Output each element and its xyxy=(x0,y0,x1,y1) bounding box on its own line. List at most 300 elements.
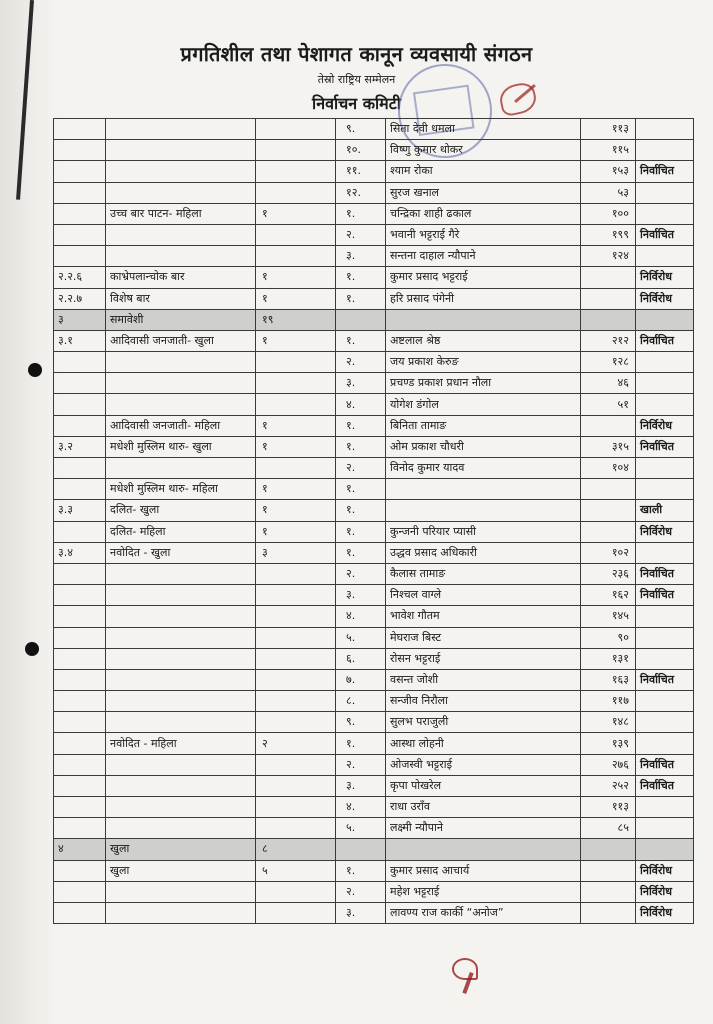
table-row xyxy=(54,309,694,330)
vote-count-cell xyxy=(581,267,636,288)
result-status-cell: निर्वाचित xyxy=(636,669,694,690)
table-row xyxy=(54,797,694,818)
category-cell xyxy=(106,585,256,606)
category-cell xyxy=(106,119,256,140)
result-status-cell xyxy=(636,140,694,161)
category-cell: आदिवासी जनजाती- खुला xyxy=(106,330,256,351)
section-number-cell xyxy=(54,754,106,775)
category-cell: मधेशी मुस्लिम थारु- खुला xyxy=(106,436,256,457)
candidate-name-cell xyxy=(386,839,581,860)
section-number-cell: ३.२ xyxy=(54,436,106,457)
candidate-serial-cell: ३. xyxy=(336,902,386,923)
result-status-cell xyxy=(636,309,694,330)
category-cell: मधेशी मुस्लिम थारु- महिला xyxy=(106,479,256,500)
table-row xyxy=(54,860,694,881)
table-row xyxy=(54,733,694,754)
candidate-name-cell: निश्चल वाग्ले xyxy=(386,585,581,606)
punch-hole-bottom xyxy=(25,642,39,656)
table-row xyxy=(54,246,694,267)
candidate-serial-cell: ५. xyxy=(336,818,386,839)
section-number-cell: २.२.६ xyxy=(54,267,106,288)
seat-count-cell xyxy=(256,606,336,627)
section-number-cell xyxy=(54,775,106,796)
candidate-serial-cell: २. xyxy=(336,754,386,775)
seat-count-cell: ५ xyxy=(256,860,336,881)
candidate-serial-cell: ९. xyxy=(336,712,386,733)
table-row xyxy=(54,669,694,690)
scanned-page-edge xyxy=(0,0,60,1024)
category-cell xyxy=(106,182,256,203)
vote-count-cell: १२८ xyxy=(581,352,636,373)
punch-hole-top xyxy=(28,363,42,377)
vote-count-cell: १२४ xyxy=(581,246,636,267)
candidate-name-cell: जय प्रकाश केरुङ xyxy=(386,352,581,373)
result-status-cell: निर्वाचित xyxy=(636,161,694,182)
seat-count-cell xyxy=(256,458,336,479)
candidate-name-cell: कुमार प्रसाद आचार्य xyxy=(386,860,581,881)
candidate-name-cell: कैलास तामाङ xyxy=(386,563,581,584)
seat-count-cell xyxy=(256,161,336,182)
seat-count-cell xyxy=(256,373,336,394)
candidate-name-cell: सुरज खनाल xyxy=(386,182,581,203)
candidate-name-cell: विष्णु कुमार थोकर xyxy=(386,140,581,161)
category-cell xyxy=(106,161,256,182)
result-status-cell xyxy=(636,733,694,754)
candidate-serial-cell: २. xyxy=(336,352,386,373)
table-row xyxy=(54,330,694,351)
seat-count-cell xyxy=(256,394,336,415)
category-cell: समावेशी xyxy=(106,309,256,330)
section-number-cell xyxy=(54,415,106,436)
vote-count-cell xyxy=(581,839,636,860)
candidate-name-cell xyxy=(386,309,581,330)
section-number-cell xyxy=(54,182,106,203)
candidate-serial-cell: ७. xyxy=(336,669,386,690)
section-number-cell xyxy=(54,140,106,161)
vote-count-cell: ९० xyxy=(581,627,636,648)
candidate-name-cell: श्याम रोका xyxy=(386,161,581,182)
candidate-serial-cell: १. xyxy=(336,267,386,288)
candidate-name-cell: महेश भट्टराई xyxy=(386,881,581,902)
vote-count-cell xyxy=(581,479,636,500)
section-number-cell xyxy=(54,246,106,267)
section-number-cell xyxy=(54,458,106,479)
vote-count-cell: २३६ xyxy=(581,563,636,584)
candidate-name-cell: चन्द्रिका शाही ढकाल xyxy=(386,203,581,224)
table-row xyxy=(54,881,694,902)
seat-count-cell xyxy=(256,754,336,775)
candidate-serial-cell: १. xyxy=(336,479,386,500)
candidate-name-cell: लावण्य राज कार्की “अनोज” xyxy=(386,902,581,923)
table-row xyxy=(54,267,694,288)
result-status-cell xyxy=(636,373,694,394)
section-number-cell: ४ xyxy=(54,839,106,860)
candidate-name-cell: मेघराज बिस्ट xyxy=(386,627,581,648)
category-cell xyxy=(106,224,256,245)
table-row xyxy=(54,521,694,542)
candidate-serial-cell: ९. xyxy=(336,119,386,140)
candidate-name-cell: बिनिता तामाङ xyxy=(386,415,581,436)
result-status-cell xyxy=(636,203,694,224)
category-cell: नवोदित - खुला xyxy=(106,542,256,563)
seat-count-cell xyxy=(256,246,336,267)
table-row xyxy=(54,902,694,923)
category-cell: उच्च बार पाटन- महिला xyxy=(106,203,256,224)
table-row xyxy=(54,415,694,436)
section-number-cell xyxy=(54,860,106,881)
result-status-cell: निर्वाचित xyxy=(636,754,694,775)
section-number-cell xyxy=(54,373,106,394)
table-row xyxy=(54,627,694,648)
category-cell xyxy=(106,712,256,733)
section-number-cell: ३ xyxy=(54,309,106,330)
section-number-cell xyxy=(54,691,106,712)
candidate-serial-cell: १. xyxy=(336,733,386,754)
candidate-serial-cell: ४. xyxy=(336,394,386,415)
seat-count-cell xyxy=(256,902,336,923)
vote-count-cell: २७६ xyxy=(581,754,636,775)
candidate-name-cell: सन्तना दाहाल न्यौपाने xyxy=(386,246,581,267)
category-cell: दलित- महिला xyxy=(106,521,256,542)
category-cell xyxy=(106,754,256,775)
category-cell xyxy=(106,818,256,839)
section-number-cell: २.२.७ xyxy=(54,288,106,309)
candidate-serial-cell: १०. xyxy=(336,140,386,161)
vote-count-cell: ५३ xyxy=(581,182,636,203)
candidate-serial-cell: ११. xyxy=(336,161,386,182)
section-number-cell: ३.१ xyxy=(54,330,106,351)
result-status-cell: निर्विरोध xyxy=(636,521,694,542)
candidate-serial-cell: १. xyxy=(336,542,386,563)
result-status-cell: निर्विरोध xyxy=(636,415,694,436)
seat-count-cell: १ xyxy=(256,436,336,457)
seat-count-cell xyxy=(256,182,336,203)
candidate-name-cell xyxy=(386,500,581,521)
category-cell: दलित- खुला xyxy=(106,500,256,521)
candidate-serial-cell: १. xyxy=(336,436,386,457)
category-cell xyxy=(106,797,256,818)
vote-count-cell: ११३ xyxy=(581,119,636,140)
section-number-cell xyxy=(54,394,106,415)
candidate-serial-cell: ६. xyxy=(336,648,386,669)
table-row xyxy=(54,563,694,584)
candidate-name-cell: कुमार प्रसाद भट्टराई xyxy=(386,267,581,288)
result-status-cell xyxy=(636,797,694,818)
category-cell xyxy=(106,902,256,923)
category-cell xyxy=(106,606,256,627)
candidate-serial-cell: ३. xyxy=(336,585,386,606)
result-status-cell: निर्वाचित xyxy=(636,563,694,584)
table-row xyxy=(54,161,694,182)
table-row xyxy=(54,458,694,479)
candidate-name-cell: भावेश गौतम xyxy=(386,606,581,627)
section-number-cell xyxy=(54,224,106,245)
section-number-cell xyxy=(54,585,106,606)
category-cell: विशेष बार xyxy=(106,288,256,309)
result-status-cell: निर्वाचित xyxy=(636,224,694,245)
table-row xyxy=(54,691,694,712)
category-cell xyxy=(106,563,256,584)
table-row xyxy=(54,436,694,457)
seat-count-cell: २ xyxy=(256,733,336,754)
candidate-name-cell: सिता देवी धमला xyxy=(386,119,581,140)
seat-count-cell: १ xyxy=(256,521,336,542)
table-row xyxy=(54,839,694,860)
seat-count-cell xyxy=(256,775,336,796)
category-cell xyxy=(106,140,256,161)
vote-count-cell: १४८ xyxy=(581,712,636,733)
result-status-cell: निर्वाचित xyxy=(636,330,694,351)
section-number-cell xyxy=(54,712,106,733)
table-row xyxy=(54,542,694,563)
organization-title: प्रगतिशील तथा पेशागत कानून व्यवसायी संगठन xyxy=(180,42,533,66)
section-number-cell xyxy=(54,352,106,373)
table-row xyxy=(54,585,694,606)
result-status-cell xyxy=(636,627,694,648)
category-cell: काभ्रेपलान्चोक बार xyxy=(106,267,256,288)
candidate-name-cell: हरि प्रसाद पंगेनी xyxy=(386,288,581,309)
vote-count-cell: १६२ xyxy=(581,585,636,606)
candidate-name-cell: अष्टलाल श्रेष्ठ xyxy=(386,330,581,351)
vote-count-cell xyxy=(581,860,636,881)
vote-count-cell: १५३ xyxy=(581,161,636,182)
candidate-serial-cell: १. xyxy=(336,415,386,436)
seat-count-cell: १ xyxy=(256,330,336,351)
vote-count-cell xyxy=(581,500,636,521)
vote-count-cell: १३९ xyxy=(581,733,636,754)
seat-count-cell: १ xyxy=(256,267,336,288)
vote-count-cell: ३१५ xyxy=(581,436,636,457)
result-status-cell xyxy=(636,648,694,669)
result-status-cell xyxy=(636,691,694,712)
result-status-cell xyxy=(636,818,694,839)
table-row xyxy=(54,352,694,373)
category-cell xyxy=(106,373,256,394)
result-status-cell xyxy=(636,542,694,563)
seat-count-cell xyxy=(256,818,336,839)
table-row xyxy=(54,140,694,161)
section-number-cell xyxy=(54,479,106,500)
vote-count-cell xyxy=(581,881,636,902)
section-number-cell xyxy=(54,818,106,839)
candidate-serial-cell: १. xyxy=(336,203,386,224)
section-number-cell xyxy=(54,203,106,224)
vote-count-cell: १९९ xyxy=(581,224,636,245)
seat-count-cell: १ xyxy=(256,479,336,500)
table-row xyxy=(54,394,694,415)
vote-count-cell: १४५ xyxy=(581,606,636,627)
vote-count-cell: १०० xyxy=(581,203,636,224)
candidate-serial-cell: ४. xyxy=(336,606,386,627)
result-status-cell: खाली xyxy=(636,500,694,521)
candidate-serial-cell: १. xyxy=(336,288,386,309)
vote-count-cell xyxy=(581,521,636,542)
vote-count-cell: १३१ xyxy=(581,648,636,669)
candidate-serial-cell: १२. xyxy=(336,182,386,203)
seat-count-cell xyxy=(256,669,336,690)
vote-count-cell: ५१ xyxy=(581,394,636,415)
category-cell: खुला xyxy=(106,839,256,860)
seat-count-cell xyxy=(256,881,336,902)
result-status-cell xyxy=(636,182,694,203)
candidate-serial-cell: ५. xyxy=(336,627,386,648)
candidate-serial-cell xyxy=(336,309,386,330)
candidate-name-cell: ओम प्रकाश चौधरी xyxy=(386,436,581,457)
result-status-cell xyxy=(636,394,694,415)
table-row xyxy=(54,203,694,224)
seat-count-cell: ३ xyxy=(256,542,336,563)
table-row xyxy=(54,606,694,627)
candidate-serial-cell: ४. xyxy=(336,797,386,818)
seat-count-cell xyxy=(256,119,336,140)
candidate-name-cell: ओजस्वी भट्टराई xyxy=(386,754,581,775)
seat-count-cell xyxy=(256,691,336,712)
section-number-cell xyxy=(54,119,106,140)
vote-count-cell: ४६ xyxy=(581,373,636,394)
vote-count-cell xyxy=(581,288,636,309)
candidate-name-cell: कुन्जनी परियार प्यासी xyxy=(386,521,581,542)
candidate-name-cell: वसन्त जोशी xyxy=(386,669,581,690)
seat-count-cell xyxy=(256,563,336,584)
category-cell xyxy=(106,246,256,267)
candidate-serial-cell xyxy=(336,839,386,860)
result-status-cell: निर्विरोध xyxy=(636,288,694,309)
candidate-serial-cell: २. xyxy=(336,224,386,245)
result-status-cell: निर्वाचित xyxy=(636,436,694,457)
vote-count-cell xyxy=(581,902,636,923)
result-status-cell xyxy=(636,119,694,140)
result-status-cell xyxy=(636,712,694,733)
seat-count-cell: ८ xyxy=(256,839,336,860)
candidate-serial-cell: ८. xyxy=(336,691,386,712)
conference-subtitle: तेस्रो राष्ट्रिय सम्मेलन xyxy=(317,73,396,86)
signature-mark-bottom xyxy=(452,958,492,996)
category-cell xyxy=(106,648,256,669)
seat-count-cell xyxy=(256,352,336,373)
table-row xyxy=(54,500,694,521)
category-cell: नवोदित - महिला xyxy=(106,733,256,754)
candidate-name-cell: सुलभ पराजुली xyxy=(386,712,581,733)
seat-count-cell: १९ xyxy=(256,309,336,330)
vote-count-cell: २१२ xyxy=(581,330,636,351)
vote-count-cell: ११३ xyxy=(581,797,636,818)
candidate-name-cell: भवानी भट्टराई गैरे xyxy=(386,224,581,245)
table-row xyxy=(54,288,694,309)
table-row xyxy=(54,712,694,733)
result-status-cell xyxy=(636,246,694,267)
section-number-cell xyxy=(54,797,106,818)
candidate-name-cell: राधा उराँव xyxy=(386,797,581,818)
seat-count-cell: १ xyxy=(256,288,336,309)
seat-count-cell xyxy=(256,648,336,669)
election-results-table xyxy=(53,118,694,924)
category-cell xyxy=(106,775,256,796)
table-row xyxy=(54,224,694,245)
result-status-cell: निर्वाचित xyxy=(636,585,694,606)
section-number-cell xyxy=(54,881,106,902)
vote-count-cell: ८५ xyxy=(581,818,636,839)
candidate-name-cell: कृपा पोखरेल xyxy=(386,775,581,796)
vote-count-cell: १६३ xyxy=(581,669,636,690)
result-status-cell: निर्विरोध xyxy=(636,902,694,923)
table-row xyxy=(54,775,694,796)
table-row xyxy=(54,818,694,839)
candidate-name-cell: आस्था लोहनी xyxy=(386,733,581,754)
seat-count-cell: १ xyxy=(256,203,336,224)
seat-count-cell xyxy=(256,627,336,648)
vote-count-cell: ११५ xyxy=(581,140,636,161)
category-cell xyxy=(106,691,256,712)
table-row xyxy=(54,119,694,140)
category-cell: आदिवासी जनजाती- महिला xyxy=(106,415,256,436)
table-row xyxy=(54,479,694,500)
table-row xyxy=(54,754,694,775)
candidate-name-cell: लक्ष्मी न्यौपाने xyxy=(386,818,581,839)
result-status-cell xyxy=(636,352,694,373)
candidate-name-cell: योगेश डंगोल xyxy=(386,394,581,415)
candidate-name-cell: उद्धव प्रसाद अधिकारी xyxy=(386,542,581,563)
candidate-serial-cell: १. xyxy=(336,500,386,521)
committee-title: निर्वाचन कमिटी xyxy=(312,94,401,113)
section-number-cell xyxy=(54,733,106,754)
result-status-cell: निर्विरोध xyxy=(636,267,694,288)
candidate-serial-cell: २. xyxy=(336,881,386,902)
candidate-serial-cell: २. xyxy=(336,563,386,584)
section-number-cell xyxy=(54,563,106,584)
seat-count-cell xyxy=(256,224,336,245)
result-status-cell xyxy=(636,839,694,860)
signature-stroke xyxy=(452,958,478,980)
candidate-serial-cell: २. xyxy=(336,458,386,479)
section-number-cell xyxy=(54,521,106,542)
result-status-cell xyxy=(636,458,694,479)
candidate-serial-cell: १. xyxy=(336,330,386,351)
section-number-cell xyxy=(54,669,106,690)
section-number-cell: ३.३ xyxy=(54,500,106,521)
candidate-serial-cell: ३. xyxy=(336,246,386,267)
vote-count-cell: ११७ xyxy=(581,691,636,712)
result-status-cell xyxy=(636,606,694,627)
section-number-cell xyxy=(54,161,106,182)
candidate-name-cell: रोसन भट्टराई xyxy=(386,648,581,669)
category-cell xyxy=(106,669,256,690)
candidate-name-cell: विनोद कुमार यादव xyxy=(386,458,581,479)
seat-count-cell xyxy=(256,712,336,733)
section-number-cell xyxy=(54,627,106,648)
vote-count-cell: १०२ xyxy=(581,542,636,563)
table-row xyxy=(54,373,694,394)
category-cell xyxy=(106,881,256,902)
candidate-serial-cell: ३. xyxy=(336,775,386,796)
vote-count-cell: २५२ xyxy=(581,775,636,796)
table-row xyxy=(54,182,694,203)
section-number-cell xyxy=(54,606,106,627)
section-number-cell xyxy=(54,648,106,669)
seat-count-cell xyxy=(256,140,336,161)
category-cell xyxy=(106,627,256,648)
candidate-serial-cell: १. xyxy=(336,521,386,542)
category-cell xyxy=(106,394,256,415)
candidate-serial-cell: ३. xyxy=(336,373,386,394)
seat-count-cell xyxy=(256,797,336,818)
vote-count-cell xyxy=(581,415,636,436)
section-number-cell xyxy=(54,902,106,923)
candidate-serial-cell: १. xyxy=(336,860,386,881)
table-row xyxy=(54,648,694,669)
seat-count-cell: १ xyxy=(256,500,336,521)
candidate-name-cell: प्रचण्ड प्रकाश प्रधान नौला xyxy=(386,373,581,394)
result-status-cell: निर्विरोध xyxy=(636,881,694,902)
